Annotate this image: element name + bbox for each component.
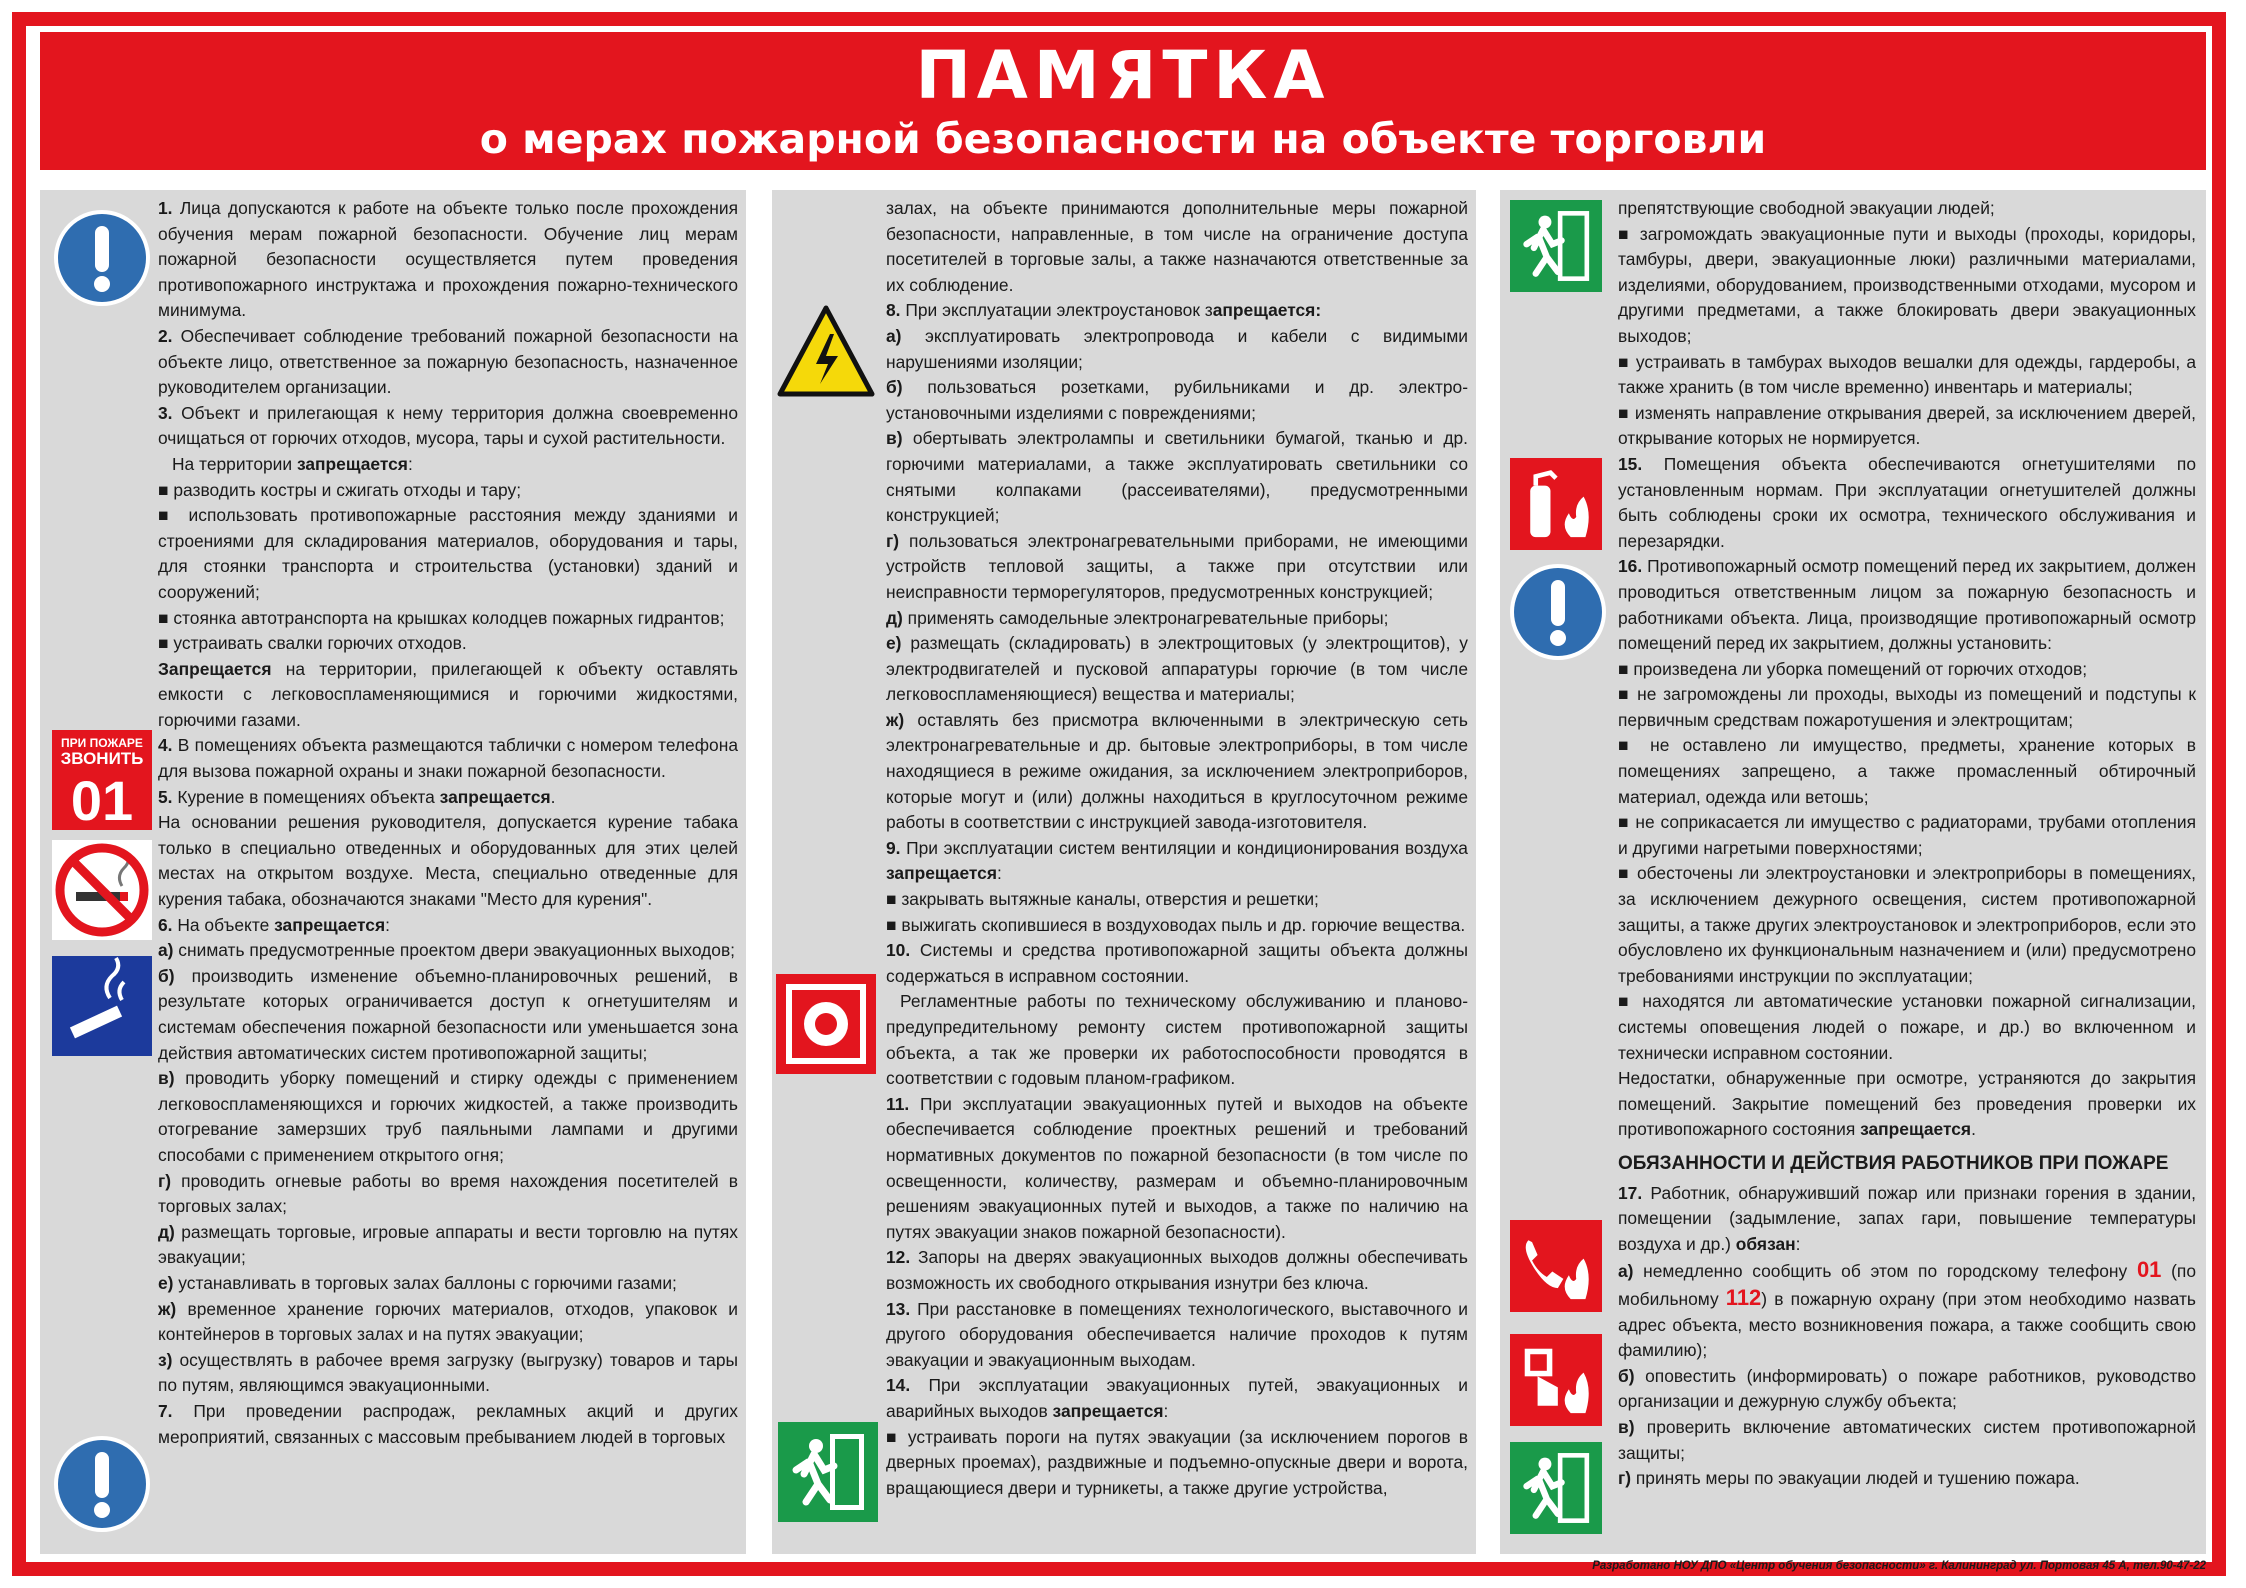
duties-heading: ОБЯЗАННОСТИ И ДЕЙСТВИЯ РАБОТНИКОВ ПРИ ПОЖАРЕ <box>1618 1152 2169 1174</box>
sub-item: производить изменение объемно-планировочных решений, в результате которых ограничивается доступ к огнетушителям и системам обеспечения пожарной безопасности или уменьшается зона действия автоматических систем противопожарной защиты; <box>158 965 738 1063</box>
phone-number-01: 01 <box>2136 1257 2162 1283</box>
bullet-item: ■ закрывать вытяжные каналы, отверстия и решетки; <box>886 889 1319 910</box>
footer-credit: Разработано НОУ ДПО «Центр обучения безопасности» г. Калининград ул. Портовая 45 А, тел.90-47-22 <box>1592 1560 2206 1572</box>
paragraph-15: Помещения объекта обеспечиваются огнетушителями по установленным нормам. При эксплуатации огнетушителей должны быть соблюдены сроки их осмотра, технического обслуживания и перезарядки. <box>1618 453 2196 551</box>
sub-letter: д) <box>886 607 903 628</box>
sub-item: оставлять без присмотра включенными в электрическую сеть электронагревательные и др. бытовые электроприборы, в том числе находящиеся в режиме ожидания, за исключением электроприборов, которые могут и (или) должны находиться в круглосуточном режиме работы в соответствии с инструкцией завода-изготовителя. <box>886 709 1468 833</box>
item-number: 9. <box>886 837 901 858</box>
sub-item: размещать торговые, игровые аппараты и вести торговлю на путях эвакуации; <box>158 1221 738 1268</box>
territory-forbidden: запрещается <box>296 453 408 474</box>
paragraph-11: При эксплуатации эвакуационных путей и выходов на объекте обеспечивается соблюдение проектных решений и требований нормативных документов по пожарной безопасности (в том числе по освещенности, количеству, размерам и объемно-планировочным решениям эвакуационных путей и выходов, а также по наличию на путях эвакуации знаков пожарной безопасности). <box>886 1093 1468 1242</box>
column-1-text <box>158 196 738 1548</box>
punct: : <box>407 453 413 474</box>
bullet-item: ■ изменять направление открывания дверей, за исключением дверей, открывание которых не нормируется. <box>1618 402 2196 449</box>
paragraph-8b: апрещается: <box>1212 300 1322 321</box>
item-number: 7. <box>158 1400 173 1421</box>
paragraph-7: При проведении распродаж, рекламных акций и других мероприятий, связанных с массовым пребыванием людей в торговых <box>158 1400 738 1447</box>
paragraph-5-detail: На основании решения руководителя, допускается курение табака только в специально отведенных и оборудованных для этих целей местах на открытом воздухе. Места, специально отведенные для курения табака, обозначаются знаками "Место для курения". <box>158 812 738 910</box>
column-2 <box>772 190 1476 1554</box>
call-sign-mid: ЗВОНИТЬ <box>60 749 144 768</box>
sub-item: проводить огневые работы во время нахождения посетителей в торговых залах; <box>158 1170 738 1217</box>
paragraph-2: Обеспечивает соблюдение требований пожарной безопасности на объекте лицо, ответственное за пожарную безопасность, назначенное руководителем организации. <box>158 325 738 398</box>
punct: . <box>1971 1119 1976 1140</box>
bullet-item: ■ не соприкасается ли имущество с радиаторами, трубами отопления и другими нагретыми поверхностями; <box>1618 812 2196 858</box>
paragraph-9b: запрещается <box>886 863 997 884</box>
forbidden-word: Запрещается <box>158 658 272 679</box>
sub-letter: в) <box>158 1068 175 1089</box>
sub-item: пользоваться электронагревательными приборами, не имеющими устройств тепловой защиты, а также при отсутствии или неисправности терморегуляторов, предусмотренных конструкцией; <box>886 530 1468 602</box>
mandatory-info-icon-2 <box>52 1434 152 1534</box>
item-number: 11. <box>886 1093 910 1114</box>
sub-letter: г) <box>158 1170 172 1191</box>
sub-letter: в) <box>1618 1416 1635 1437</box>
bullet-item: ■ обесточены ли электроустановки и электроприборы в помещениях, за исключением дежурного освещения, систем противопожарной защиты, а также других электроустановок и электроприборов, если это обусловлено их функциональным назначением и (или) предусмотрено требованиями инструкции по эксплуатации; <box>1618 863 2196 986</box>
item-number: 1. <box>158 198 173 218</box>
paragraph-5a: Курение в помещениях объекта <box>177 786 440 807</box>
paragraph-10: Системы и средства противопожарной защиты объекта должны содержаться в исправном состоянии. <box>886 940 1468 986</box>
sub-item: устанавливать в торговых залах баллоны с горючими газами; <box>173 1272 677 1293</box>
item-number: 17. <box>1618 1182 1643 1203</box>
phone-number-112: 112 <box>1725 1284 1762 1310</box>
paragraph-7-continued: залах, на объекте принимаются дополнительные меры пожарной безопасности, направленные, в том числе на ограничение доступа посетителей в торговые залы, а также назначаются ответственные за их соблюдение. <box>886 198 1468 295</box>
item-number: 15. <box>1618 453 1643 474</box>
sub-letter: з) <box>158 1349 173 1370</box>
paragraph-14b: запрещается <box>1052 1400 1164 1421</box>
item-number: 14. <box>886 1375 911 1396</box>
paragraph-12: Запоры на дверях эвакуационных выходов должны обеспечивать возможность их свободного открывания изнутри без ключа. <box>886 1247 1468 1293</box>
electrical-hazard-icon <box>776 302 876 402</box>
emergency-exit-icon-2 <box>1510 200 1602 292</box>
column-2-text <box>886 196 1468 1548</box>
mandatory-info-icon-3 <box>1508 562 1608 662</box>
paragraph-6b: запрещается <box>274 914 386 935</box>
sub-item: ) в пожарную охрану (при этом необходимо назвать адрес объекта, место возникновения пожара, а также сообщить свою фамилию); <box>1618 1288 2196 1361</box>
paragraph-5b: запрещается <box>439 786 551 807</box>
paragraph-16-note: Недостатки, обнаруженные при осмотре, устраняются до закрытия помещений. Закрытие помещений без проведения проверки их противопожарного состояния <box>1618 1068 2196 1140</box>
item-number: 8. <box>886 300 901 321</box>
paragraph-6a: На объекте <box>177 914 275 935</box>
territory-intro: На территории <box>172 453 297 474</box>
paragraph-14-continued: препятствующие свободной эвакуации людей; <box>1618 198 1995 218</box>
paragraph-1: Лица допускаются к работе на объекте только после прохождения обучения мерам пожарной безопасности. Обучение лиц мерам пожарной безопасности осуществляется путем проведения противопожарного инструктажа и прохождения пожарно-технического минимума. <box>158 198 738 321</box>
sub-item: (по мобильному <box>1618 1261 2196 1309</box>
item-number: 6. <box>158 914 173 935</box>
sub-item: проводить уборку помещений и стирку одежды с применением легковоспламеняющихся и горючих жидкостей, а также производить отогревание замерзших труб паяльными лампами и другими способами с применением открытого огня; <box>158 1068 738 1165</box>
paragraph-10-detail: Регламентные работы по техническому обслуживанию и планово-предупредительному ремонту систем противопожарной защиты объекта, а так же проверки их работоспособности проводятся в соответствии с годовым планом-графиком. <box>886 991 1468 1089</box>
emergency-exit-icon <box>778 1422 878 1522</box>
bullet-item: ■ устраивать в тамбурах выходов вешалки для одежды, гардеробы, а также хранить (в том числе временно) инвентарь и материалы; <box>1618 351 2196 398</box>
item-number: 10. <box>886 940 911 961</box>
item-number: 5. <box>158 786 173 807</box>
sub-letter: д) <box>158 1221 175 1242</box>
sub-item: применять самодельные электронагревательные приборы; <box>902 607 1389 628</box>
mandatory-info-icon <box>52 208 152 308</box>
paragraph-3: Объект и прилегающая к нему территория должна своевременно очищаться от горючих отходов, мусора, тары и сухой растительности. <box>158 402 738 449</box>
punct: : <box>997 863 1002 884</box>
sub-letter: ж) <box>886 709 905 730</box>
bullet-item: ■ устраивать пороги на путях эвакуации (за исключением порогов в дверных проемах), раздвижные и подъемно-опускные двери и ворота, вращающиеся двери и турникеты, а также другие устройства, <box>886 1426 1468 1498</box>
item-number: 16. <box>1618 556 1643 577</box>
bullet-item: ■ не оставлено ли имущество, предметы, хранение которых в помещениях запрещено, а также промасленный обтирочный материал, одежда или ветошь; <box>1618 735 2196 807</box>
sub-item: эксплуатировать электропровода и кабели с видимыми нарушениями изоляции; <box>886 325 1468 372</box>
smoking-area-icon <box>52 956 152 1056</box>
paragraph-13: При расстановке в помещениях технологического, выставочного и другого оборудования обеспечивается наличие проходов к путям эвакуации и эвакуационным выходам. <box>886 1298 1468 1370</box>
paragraph-16: Противопожарный осмотр помещений перед их закрытием, должен проводиться ответственным лицом за пожарную безопасность и работниками объекта. Лица, производящие противопожарный осмотр помещений перед их закрытием, должны установить: <box>1618 556 2196 654</box>
sub-letter: в) <box>886 428 903 449</box>
item-number: 4. <box>158 735 173 756</box>
bullet-item: ■ использовать противопожарные расстояния между зданиями и строениями для складирования материалов, оборудования и тары, для стоянки транспорта и строительства (установки) зданий и сооружений; <box>158 505 738 602</box>
sub-item: проверить включение автоматических систем противопожарной защиты; <box>1618 1416 2196 1463</box>
bullet-item: ■ находятся ли автоматические установки пожарной сигнализации, системы оповещения людей о пожаре, и др.) во включенном и технически исправном состоянии. <box>1618 991 2196 1063</box>
sub-item: снимать предусмотренные проектом двери эвакуационных выходов; <box>173 940 736 961</box>
forbidden-word: запрещается <box>1860 1119 1972 1140</box>
fire-alarm-button-icon <box>776 974 876 1074</box>
paragraph-17b: обязан <box>1735 1233 1796 1254</box>
header-banner <box>40 32 2206 170</box>
sub-item: обертывать электролампы и светильники бумагой, тканью и др. горючими материалами, а также эксплуатировать светильники со снятыми колпаками (рассеивателями), предусмотренными конструкцией; <box>886 428 1468 526</box>
sub-letter: а) <box>1618 1261 1634 1282</box>
bullet-item: ■ не загромождены ли проходы, выходы из помещений и подступы к первичным средствам пожаротушения и электрощитам; <box>1618 684 2196 730</box>
item-number: 12. <box>886 1247 911 1268</box>
call-sign-number: 01 <box>70 769 134 830</box>
paragraph-17a: Работник, обнаруживший пожар или признаки горения в здании, помещении (задымление, запах гари, повышение температуры воздуха и др.) <box>1618 1182 2196 1254</box>
fire-call-sign <box>52 730 152 830</box>
item-number: 3. <box>158 402 173 423</box>
sub-item: временное хранение горючих материалов, отходов, упаковок и контейнеров в торговых залах и на путях эвакуации; <box>158 1298 738 1345</box>
punct: : <box>1163 1400 1169 1421</box>
sub-letter: б) <box>158 965 175 986</box>
column-3-text <box>1618 196 2196 1548</box>
sub-item: размещать (складировать) в электрощитовых (у электрощитов), у электродвигателей и пусковой аппаратуры горючие (в том числе легковоспламеняющиеся) вещества и материалы; <box>886 633 1468 705</box>
no-smoking-icon <box>52 840 152 940</box>
paragraph-9a: При эксплуатации систем вентиляции и кондиционирования воздуха <box>906 837 1468 858</box>
bullet-item: ■ разводить костры и сжигать отходы и тару; <box>158 479 522 500</box>
paragraph-8a: При эксплуатации электроустановок з <box>905 300 1213 321</box>
sub-letter: г) <box>1618 1468 1632 1489</box>
sub-letter: ж) <box>158 1298 177 1319</box>
item-number: 2. <box>158 325 173 346</box>
paragraph-4: В помещениях объекта размещаются таблички с номером телефона для вызова пожарной охраны и знаки пожарной безопасности. <box>158 735 738 782</box>
call-sign-top: ПРИ ПОЖАРЕ <box>61 736 143 750</box>
column-3 <box>1500 190 2206 1554</box>
bullet-item: ■ выжигать скопившиеся в воздуховодах пыль и др. горючие вещества. <box>886 914 1466 935</box>
bullet-item: ■ устраивать свалки горючих отходов. <box>158 633 467 654</box>
page-subtitle: о мерах пожарной безопасности на объекте торговли <box>479 115 1767 163</box>
emergency-exit-icon-3 <box>1510 1442 1602 1534</box>
fire-alarm-call-point-icon <box>1510 1334 1602 1426</box>
punct: . <box>550 786 556 807</box>
sub-item: немедленно сообщить об этом по городскому телефону <box>1633 1261 2137 1282</box>
paragraph-14a: При эксплуатации эвакуационных путей, эвакуационных и аварийных выходов <box>886 1375 1468 1421</box>
page-title: ПАМЯТКА <box>915 37 1331 114</box>
bullet-item: ■ стоянка автотранспорта на крышках колодцев пожарных гидрантов; <box>158 607 725 628</box>
fire-phone-icon <box>1510 1220 1602 1312</box>
item-number: 13. <box>886 1298 911 1319</box>
sub-letter: г) <box>886 530 900 551</box>
sub-letter: а) <box>886 325 902 346</box>
sub-item: пользоваться розетками, рубильниками и др. электро-установочными изделиями с повреждениями; <box>886 377 1468 423</box>
punct: : <box>385 914 390 935</box>
sub-letter: б) <box>1618 1365 1635 1386</box>
sub-item: осуществлять в рабочее время загрузку (выгрузку) товаров и тары по путям, являющимся эвакуационными. <box>158 1349 738 1396</box>
sub-letter: е) <box>158 1272 174 1293</box>
sub-letter: е) <box>886 633 902 654</box>
bullet-item: ■ произведена ли уборка помещений от горючих отходов; <box>1618 658 2088 679</box>
forbidden-text: на территории, прилегающей к объекту оставлять емкости с легковоспламеняющимися и горючими жидкостями, горючими газами. <box>158 658 738 730</box>
sub-letter: а) <box>158 940 174 961</box>
sub-item: оповестить (информировать) о пожаре работников, руководство организации и дежурную службу объекта; <box>1618 1365 2196 1412</box>
sub-letter: б) <box>886 377 903 398</box>
bullet-item: ■ загромождать эвакуационные пути и выходы (проходы, коридоры, тамбуры, двери, эвакуационные люки) различными материалами, изделиями, оборудованием, производственными отходами, мусором и другими предметами, а также блокировать двери эвакуационных выходов; <box>1618 223 2196 346</box>
fire-extinguisher-icon <box>1510 458 1602 550</box>
punct: : <box>1795 1233 1801 1254</box>
column-1 <box>40 190 746 1554</box>
sub-item: принять меры по эвакуации людей и тушению пожара. <box>1631 1468 2080 1489</box>
